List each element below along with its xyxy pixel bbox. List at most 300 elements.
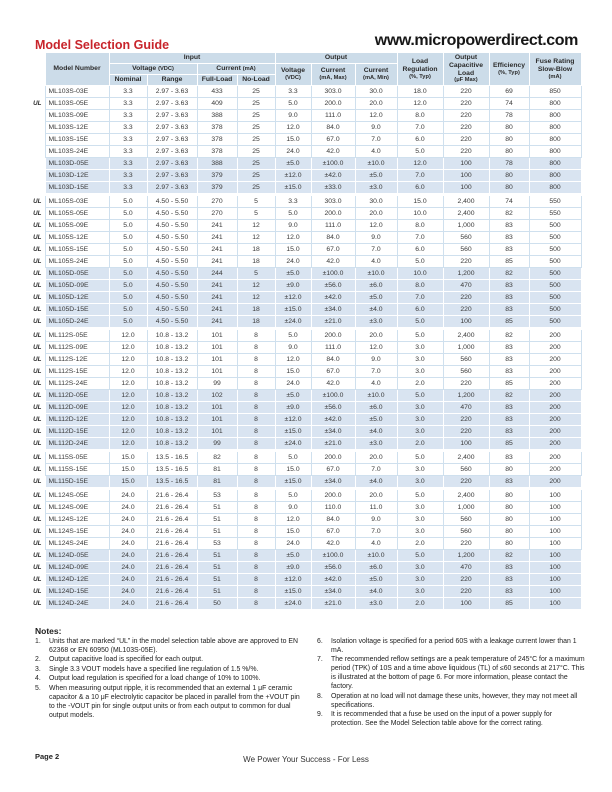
ul-mark: UL bbox=[33, 454, 42, 462]
value-cell-no-load: 8 bbox=[237, 585, 275, 597]
value-cell-load-regulation: 2.0 bbox=[397, 377, 443, 389]
value-cell-capacitive-load: 220 bbox=[443, 85, 489, 97]
value-cell-no-load: 25 bbox=[237, 121, 275, 133]
value-cell-output-voltage: 15.0 bbox=[275, 463, 311, 475]
model-number-cell: ML105S-15E bbox=[45, 243, 109, 255]
table-row bbox=[28, 169, 581, 181]
value-cell-efficiency: 80 bbox=[489, 525, 529, 537]
value-cell-no-load: 8 bbox=[237, 549, 275, 561]
value-cell-load-regulation: 10.0 bbox=[397, 267, 443, 279]
value-cell-nominal: 3.3 bbox=[109, 85, 147, 97]
value-cell-capacitive-load: 560 bbox=[443, 243, 489, 255]
table-row bbox=[28, 463, 581, 475]
note-item bbox=[35, 638, 303, 656]
value-cell-output-current-max: 84.0 bbox=[311, 353, 355, 365]
header-capacitive-load: Output Capacitive Load (μF Max) bbox=[443, 53, 489, 86]
value-cell-full-load: 241 bbox=[197, 219, 237, 231]
model-number-cell: ML112S-15E bbox=[45, 365, 109, 377]
value-cell-output-current-min: ±10.0 bbox=[355, 157, 397, 169]
model-number-cell: ML112S-09E bbox=[45, 341, 109, 353]
ul-mark: UL bbox=[33, 355, 42, 363]
value-cell-fuse-rating: 500 bbox=[529, 291, 581, 303]
value-cell-no-load: 8 bbox=[237, 341, 275, 353]
note-number: 7. bbox=[317, 656, 323, 664]
value-cell-range: 4.50 - 5.50 bbox=[147, 207, 197, 219]
value-cell-nominal: 24.0 bbox=[109, 488, 147, 501]
value-cell-no-load: 8 bbox=[237, 525, 275, 537]
value-cell-nominal: 24.0 bbox=[109, 585, 147, 597]
value-cell-load-regulation: 12.0 bbox=[397, 97, 443, 109]
value-cell-efficiency: 83 bbox=[489, 425, 529, 437]
value-cell-output-current-min: 11.0 bbox=[355, 501, 397, 513]
header-no-load: No-Load bbox=[237, 75, 275, 86]
value-cell-output-current-min: 7.0 bbox=[355, 525, 397, 537]
header-output-voltage: Voltage (VDC) bbox=[275, 63, 311, 85]
model-number-cell: ML124S-05E bbox=[45, 488, 109, 501]
note-item bbox=[35, 685, 303, 721]
note-number: 6. bbox=[317, 638, 323, 645]
value-cell-output-voltage: ±15.0 bbox=[275, 303, 311, 315]
notes-heading: Notes: bbox=[35, 626, 62, 636]
ul-mark: UL bbox=[33, 539, 42, 547]
value-cell-no-load: 18 bbox=[237, 303, 275, 315]
value-cell-efficiency: 82 bbox=[489, 549, 529, 561]
value-cell-capacitive-load: 100 bbox=[443, 597, 489, 609]
value-cell-range: 2.97 - 3.63 bbox=[147, 181, 197, 194]
ul-mark bbox=[28, 133, 45, 145]
value-cell-capacitive-load: 220 bbox=[443, 585, 489, 597]
value-cell-capacitive-load: 220 bbox=[443, 303, 489, 315]
value-cell-output-current-min: 30.0 bbox=[355, 194, 397, 207]
value-cell-nominal: 3.3 bbox=[109, 97, 147, 109]
value-cell-capacitive-load: 220 bbox=[443, 377, 489, 389]
value-cell-full-load: 51 bbox=[197, 549, 237, 561]
value-cell-range: 10.8 - 13.2 bbox=[147, 377, 197, 389]
value-cell-output-voltage: ±15.0 bbox=[275, 425, 311, 437]
value-cell-full-load: 241 bbox=[197, 279, 237, 291]
value-cell-range: 4.50 - 5.50 bbox=[147, 219, 197, 231]
value-cell-fuse-rating: 200 bbox=[529, 475, 581, 488]
value-cell-load-regulation: 6.0 bbox=[397, 133, 443, 145]
value-cell-nominal: 3.3 bbox=[109, 157, 147, 169]
value-cell-full-load: 51 bbox=[197, 561, 237, 573]
note-item bbox=[317, 638, 585, 656]
value-cell-output-voltage: 3.3 bbox=[275, 194, 311, 207]
value-cell-capacitive-load: 220 bbox=[443, 475, 489, 488]
value-cell-output-current-min: ±5.0 bbox=[355, 169, 397, 181]
value-cell-no-load: 18 bbox=[237, 255, 275, 267]
value-cell-output-current-min: 4.0 bbox=[355, 377, 397, 389]
note-text: Output capacitive load is specified for each output. bbox=[49, 656, 203, 664]
value-cell-output-voltage: ±5.0 bbox=[275, 549, 311, 561]
value-cell-fuse-rating: 100 bbox=[529, 525, 581, 537]
note-text: Operation at no load will not damage these units, however, they may not meet all specifications. bbox=[331, 692, 578, 709]
value-cell-full-load: 99 bbox=[197, 437, 237, 450]
value-cell-load-regulation: 8.0 bbox=[397, 279, 443, 291]
value-cell-capacitive-load: 470 bbox=[443, 561, 489, 573]
value-cell-efficiency: 82 bbox=[489, 328, 529, 341]
value-cell-capacitive-load: 220 bbox=[443, 133, 489, 145]
value-cell-no-load: 12 bbox=[237, 291, 275, 303]
value-cell-nominal: 12.0 bbox=[109, 353, 147, 365]
header-output-current-max: Current (mA, Max) bbox=[311, 63, 355, 85]
ul-mark: UL bbox=[33, 415, 42, 423]
header-efficiency: Efficiency (%, Typ) bbox=[489, 53, 529, 86]
value-cell-efficiency: 85 bbox=[489, 377, 529, 389]
value-cell-capacitive-load: 220 bbox=[443, 145, 489, 157]
model-number-cell: ML112S-05E bbox=[45, 328, 109, 341]
value-cell-range: 13.5 - 16.5 bbox=[147, 463, 197, 475]
website-link[interactable]: www.micropowerdirect.com bbox=[374, 32, 578, 49]
value-cell-efficiency: 80 bbox=[489, 145, 529, 157]
value-cell-load-regulation: 8.0 bbox=[397, 109, 443, 121]
value-cell-nominal: 24.0 bbox=[109, 573, 147, 585]
value-cell-nominal: 5.0 bbox=[109, 255, 147, 267]
ul-mark: UL bbox=[28, 315, 45, 328]
value-cell-output-current-max: ±100.0 bbox=[311, 549, 355, 561]
value-cell-nominal: 3.3 bbox=[109, 181, 147, 194]
ul-gutter-header bbox=[28, 53, 45, 86]
value-cell-output-current-max: 42.0 bbox=[311, 377, 355, 389]
value-cell-output-current-max: ±34.0 bbox=[311, 475, 355, 488]
value-cell-output-voltage: ±24.0 bbox=[275, 437, 311, 450]
value-cell-output-voltage: 15.0 bbox=[275, 365, 311, 377]
value-cell-range: 21.6 - 26.4 bbox=[147, 597, 197, 609]
value-cell-efficiency: 74 bbox=[489, 194, 529, 207]
ul-mark: UL bbox=[33, 221, 42, 229]
value-cell-nominal: 24.0 bbox=[109, 501, 147, 513]
value-cell-full-load: 101 bbox=[197, 365, 237, 377]
ul-mark: UL bbox=[28, 437, 45, 450]
value-cell-output-current-max: ±42.0 bbox=[311, 573, 355, 585]
value-cell-efficiency: 83 bbox=[489, 341, 529, 353]
note-text: When measuring output ripple, it is recommended that an external 1 μF ceramic capacitor & a 10 μF electrolytic capacitor be placed in parallel from the +VOUT pin to the -VOUT pin for single output units or from each output to common for dual output models. bbox=[49, 684, 300, 719]
model-number-cell: ML105D-12E bbox=[45, 291, 109, 303]
model-number-cell: ML124S-15E bbox=[45, 525, 109, 537]
value-cell-fuse-rating: 500 bbox=[529, 231, 581, 243]
value-cell-fuse-rating: 200 bbox=[529, 353, 581, 365]
table-row bbox=[28, 377, 581, 389]
note-text: It is recommended that a fuse be used on the input of a power supply for protection. See the Model Selection table above for the correct rating. bbox=[331, 711, 553, 728]
value-cell-output-current-max: 200.0 bbox=[311, 450, 355, 463]
value-cell-output-current-min: ±4.0 bbox=[355, 303, 397, 315]
value-cell-nominal: 5.0 bbox=[109, 279, 147, 291]
value-cell-range: 2.97 - 3.63 bbox=[147, 133, 197, 145]
value-cell-load-regulation: 5.0 bbox=[397, 328, 443, 341]
value-cell-full-load: 50 bbox=[197, 597, 237, 609]
value-cell-fuse-rating: 850 bbox=[529, 85, 581, 97]
value-cell-fuse-rating: 100 bbox=[529, 501, 581, 513]
value-cell-output-voltage: ±5.0 bbox=[275, 157, 311, 169]
value-cell-fuse-rating: 800 bbox=[529, 109, 581, 121]
value-cell-efficiency: 80 bbox=[489, 513, 529, 525]
value-cell-capacitive-load: 560 bbox=[443, 463, 489, 475]
value-cell-full-load: 241 bbox=[197, 243, 237, 255]
value-cell-range: 13.5 - 16.5 bbox=[147, 450, 197, 463]
value-cell-capacitive-load: 1,200 bbox=[443, 267, 489, 279]
value-cell-fuse-rating: 200 bbox=[529, 437, 581, 450]
value-cell-range: 2.97 - 3.63 bbox=[147, 109, 197, 121]
value-cell-no-load: 8 bbox=[237, 328, 275, 341]
value-cell-nominal: 5.0 bbox=[109, 291, 147, 303]
value-cell-full-load: 379 bbox=[197, 169, 237, 181]
value-cell-efficiency: 69 bbox=[489, 85, 529, 97]
value-cell-nominal: 24.0 bbox=[109, 537, 147, 549]
ul-mark: UL bbox=[33, 492, 42, 500]
value-cell-full-load: 99 bbox=[197, 377, 237, 389]
value-cell-fuse-rating: 800 bbox=[529, 133, 581, 145]
value-cell-efficiency: 83 bbox=[489, 365, 529, 377]
value-cell-full-load: 270 bbox=[197, 194, 237, 207]
table-row bbox=[28, 561, 581, 573]
model-number-cell: ML105S-09E bbox=[45, 219, 109, 231]
value-cell-output-current-max: 42.0 bbox=[311, 145, 355, 157]
value-cell-output-current-min: 20.0 bbox=[355, 97, 397, 109]
value-cell-efficiency: 80 bbox=[489, 181, 529, 194]
page-number: Page 2 bbox=[35, 752, 60, 761]
value-cell-load-regulation: 3.0 bbox=[397, 401, 443, 413]
value-cell-capacitive-load: 1,200 bbox=[443, 549, 489, 561]
value-cell-fuse-rating: 100 bbox=[529, 549, 581, 561]
value-cell-nominal: 24.0 bbox=[109, 549, 147, 561]
value-cell-capacitive-load: 220 bbox=[443, 573, 489, 585]
table-row bbox=[28, 585, 581, 597]
page-title: Model Selection Guide bbox=[35, 38, 170, 52]
value-cell-load-regulation: 2.0 bbox=[397, 437, 443, 450]
table-row bbox=[28, 157, 581, 169]
value-cell-output-current-min: 4.0 bbox=[355, 255, 397, 267]
note-number: 4. bbox=[35, 675, 41, 683]
value-cell-output-current-max: ±42.0 bbox=[311, 169, 355, 181]
value-cell-output-current-min: ±10.0 bbox=[355, 389, 397, 401]
table-row bbox=[28, 513, 581, 525]
value-cell-full-load: 53 bbox=[197, 537, 237, 549]
value-cell-load-regulation: 7.0 bbox=[397, 291, 443, 303]
value-cell-efficiency: 82 bbox=[489, 389, 529, 401]
value-cell-output-current-min: 12.0 bbox=[355, 219, 397, 231]
value-cell-range: 10.8 - 13.2 bbox=[147, 437, 197, 450]
value-cell-efficiency: 80 bbox=[489, 463, 529, 475]
value-cell-capacitive-load: 2,400 bbox=[443, 328, 489, 341]
notes-column-right bbox=[317, 638, 585, 730]
value-cell-load-regulation: 7.0 bbox=[397, 169, 443, 181]
ul-mark: UL bbox=[33, 527, 42, 535]
ul-mark: UL bbox=[33, 343, 42, 351]
value-cell-output-current-min: 7.0 bbox=[355, 243, 397, 255]
value-cell-load-regulation: 3.0 bbox=[397, 463, 443, 475]
value-cell-range: 21.6 - 26.4 bbox=[147, 488, 197, 501]
table-row bbox=[28, 341, 581, 353]
value-cell-output-voltage: 15.0 bbox=[275, 133, 311, 145]
value-cell-fuse-rating: 500 bbox=[529, 279, 581, 291]
note-text: Single 3.3 VOUT models have a specified line regulation of 1.5 %/%. bbox=[49, 665, 259, 673]
value-cell-fuse-rating: 200 bbox=[529, 377, 581, 389]
value-cell-no-load: 25 bbox=[237, 181, 275, 194]
value-cell-capacitive-load: 220 bbox=[443, 255, 489, 267]
model-number-cell: ML103S-03E bbox=[45, 85, 109, 97]
value-cell-output-voltage: ±9.0 bbox=[275, 401, 311, 413]
value-cell-no-load: 5 bbox=[237, 207, 275, 219]
value-cell-capacitive-load: 100 bbox=[443, 157, 489, 169]
ul-mark bbox=[28, 181, 45, 194]
value-cell-fuse-rating: 800 bbox=[529, 97, 581, 109]
value-cell-efficiency: 80 bbox=[489, 537, 529, 549]
value-cell-range: 10.8 - 13.2 bbox=[147, 365, 197, 377]
value-cell-output-current-max: 67.0 bbox=[311, 133, 355, 145]
table-row bbox=[28, 194, 581, 207]
value-cell-load-regulation: 5.0 bbox=[397, 315, 443, 328]
value-cell-efficiency: 83 bbox=[489, 585, 529, 597]
value-cell-full-load: 82 bbox=[197, 450, 237, 463]
ul-mark: UL bbox=[33, 587, 42, 595]
header-input-current: Current (mA) bbox=[197, 63, 275, 74]
value-cell-range: 4.50 - 5.50 bbox=[147, 231, 197, 243]
value-cell-efficiency: 83 bbox=[489, 231, 529, 243]
value-cell-full-load: 379 bbox=[197, 181, 237, 194]
ul-mark: UL bbox=[33, 391, 42, 399]
note-number: 3. bbox=[35, 665, 41, 673]
value-cell-output-current-min: ±6.0 bbox=[355, 561, 397, 573]
value-cell-no-load: 25 bbox=[237, 157, 275, 169]
value-cell-output-current-max: 42.0 bbox=[311, 255, 355, 267]
value-cell-fuse-rating: 800 bbox=[529, 181, 581, 194]
value-cell-output-voltage: 24.0 bbox=[275, 145, 311, 157]
value-cell-fuse-rating: 200 bbox=[529, 328, 581, 341]
value-cell-fuse-rating: 100 bbox=[529, 561, 581, 573]
value-cell-fuse-rating: 500 bbox=[529, 267, 581, 279]
value-cell-fuse-rating: 200 bbox=[529, 389, 581, 401]
value-cell-output-current-min: ±4.0 bbox=[355, 425, 397, 437]
value-cell-output-current-max: ±100.0 bbox=[311, 389, 355, 401]
header-output-current-min: Current (mA, Min) bbox=[355, 63, 397, 85]
value-cell-efficiency: 85 bbox=[489, 255, 529, 267]
value-cell-output-current-max: 67.0 bbox=[311, 463, 355, 475]
value-cell-output-current-max: ±34.0 bbox=[311, 425, 355, 437]
table-row bbox=[28, 328, 581, 341]
model-number-cell: ML124D-24E bbox=[45, 597, 109, 609]
value-cell-load-regulation: 3.0 bbox=[397, 585, 443, 597]
value-cell-output-current-max: ±42.0 bbox=[311, 291, 355, 303]
value-cell-full-load: 409 bbox=[197, 97, 237, 109]
value-cell-no-load: 8 bbox=[237, 488, 275, 501]
value-cell-load-regulation: 3.0 bbox=[397, 365, 443, 377]
value-cell-nominal: 12.0 bbox=[109, 328, 147, 341]
value-cell-output-voltage: 24.0 bbox=[275, 377, 311, 389]
model-number-cell: ML115S-05E bbox=[45, 450, 109, 463]
model-number-cell: ML105D-15E bbox=[45, 303, 109, 315]
value-cell-no-load: 8 bbox=[237, 450, 275, 463]
value-cell-full-load: 101 bbox=[197, 425, 237, 437]
table-row bbox=[28, 389, 581, 401]
value-cell-efficiency: 78 bbox=[489, 157, 529, 169]
ul-mark: UL bbox=[33, 367, 42, 375]
value-cell-output-voltage: ±12.0 bbox=[275, 573, 311, 585]
value-cell-load-regulation: 7.0 bbox=[397, 231, 443, 243]
value-cell-nominal: 24.0 bbox=[109, 513, 147, 525]
value-cell-output-current-min: 20.0 bbox=[355, 207, 397, 219]
value-cell-capacitive-load: 2,400 bbox=[443, 194, 489, 207]
value-cell-no-load: 25 bbox=[237, 109, 275, 121]
value-cell-nominal: 12.0 bbox=[109, 401, 147, 413]
value-cell-load-regulation: 7.0 bbox=[397, 121, 443, 133]
table-row bbox=[28, 437, 581, 450]
model-number-cell: ML103S-05E bbox=[45, 97, 109, 109]
value-cell-range: 4.50 - 5.50 bbox=[147, 255, 197, 267]
model-number-cell: ML105D-09E bbox=[45, 279, 109, 291]
ul-mark: UL bbox=[33, 99, 42, 107]
value-cell-full-load: 51 bbox=[197, 573, 237, 585]
value-cell-output-voltage: ±9.0 bbox=[275, 279, 311, 291]
table-row bbox=[28, 303, 581, 315]
value-cell-efficiency: 82 bbox=[489, 207, 529, 219]
value-cell-range: 4.50 - 5.50 bbox=[147, 279, 197, 291]
value-cell-output-voltage: ±15.0 bbox=[275, 475, 311, 488]
value-cell-output-voltage: 15.0 bbox=[275, 243, 311, 255]
value-cell-fuse-rating: 550 bbox=[529, 207, 581, 219]
value-cell-output-current-max: ±100.0 bbox=[311, 157, 355, 169]
note-number: 2. bbox=[35, 656, 41, 664]
model-number-cell: ML103D-15E bbox=[45, 181, 109, 194]
value-cell-nominal: 12.0 bbox=[109, 341, 147, 353]
value-cell-full-load: 433 bbox=[197, 85, 237, 97]
table-row bbox=[28, 279, 581, 291]
value-cell-full-load: 51 bbox=[197, 585, 237, 597]
value-cell-no-load: 25 bbox=[237, 169, 275, 181]
value-cell-full-load: 241 bbox=[197, 291, 237, 303]
value-cell-full-load: 51 bbox=[197, 525, 237, 537]
value-cell-output-current-min: 7.0 bbox=[355, 463, 397, 475]
value-cell-full-load: 378 bbox=[197, 121, 237, 133]
value-cell-range: 10.8 - 13.2 bbox=[147, 401, 197, 413]
value-cell-load-regulation: 3.0 bbox=[397, 425, 443, 437]
value-cell-output-current-max: 67.0 bbox=[311, 243, 355, 255]
value-cell-load-regulation: 10.0 bbox=[397, 207, 443, 219]
value-cell-load-regulation: 3.0 bbox=[397, 513, 443, 525]
value-cell-load-regulation: 2.0 bbox=[397, 537, 443, 549]
value-cell-output-voltage: ±24.0 bbox=[275, 597, 311, 609]
value-cell-nominal: 5.0 bbox=[109, 194, 147, 207]
table-row bbox=[28, 255, 581, 267]
table-row bbox=[28, 573, 581, 585]
note-item bbox=[35, 666, 303, 675]
value-cell-nominal: 3.3 bbox=[109, 145, 147, 157]
value-cell-load-regulation: 6.0 bbox=[397, 181, 443, 194]
value-cell-fuse-rating: 800 bbox=[529, 157, 581, 169]
note-number: 9. bbox=[317, 711, 323, 719]
model-number-cell: ML103D-12E bbox=[45, 169, 109, 181]
table-row bbox=[28, 231, 581, 243]
value-cell-fuse-rating: 100 bbox=[529, 513, 581, 525]
value-cell-nominal: 12.0 bbox=[109, 365, 147, 377]
value-cell-output-current-max: 84.0 bbox=[311, 513, 355, 525]
value-cell-efficiency: 85 bbox=[489, 597, 529, 609]
table-row bbox=[28, 219, 581, 231]
table-row bbox=[28, 365, 581, 377]
value-cell-no-load: 25 bbox=[237, 145, 275, 157]
value-cell-output-voltage: ±12.0 bbox=[275, 413, 311, 425]
value-cell-fuse-rating: 500 bbox=[529, 219, 581, 231]
ul-mark: UL bbox=[33, 575, 42, 583]
table-row bbox=[28, 501, 581, 513]
ul-mark: UL bbox=[33, 551, 42, 559]
value-cell-no-load: 5 bbox=[237, 194, 275, 207]
value-cell-output-current-min: 4.0 bbox=[355, 145, 397, 157]
value-cell-no-load: 8 bbox=[237, 561, 275, 573]
value-cell-no-load: 18 bbox=[237, 315, 275, 328]
note-text: The recommended reflow settings are a peak temperature of 245°C for a maximum period (TPK) of 10S and a time above liquidous (TL) of ≤60 seconds at 217°C. This is illustrated at the bottom of page 6. For more information, please contact the factory. bbox=[331, 656, 585, 691]
value-cell-capacitive-load: 100 bbox=[443, 181, 489, 194]
model-number-cell: ML124S-09E bbox=[45, 501, 109, 513]
